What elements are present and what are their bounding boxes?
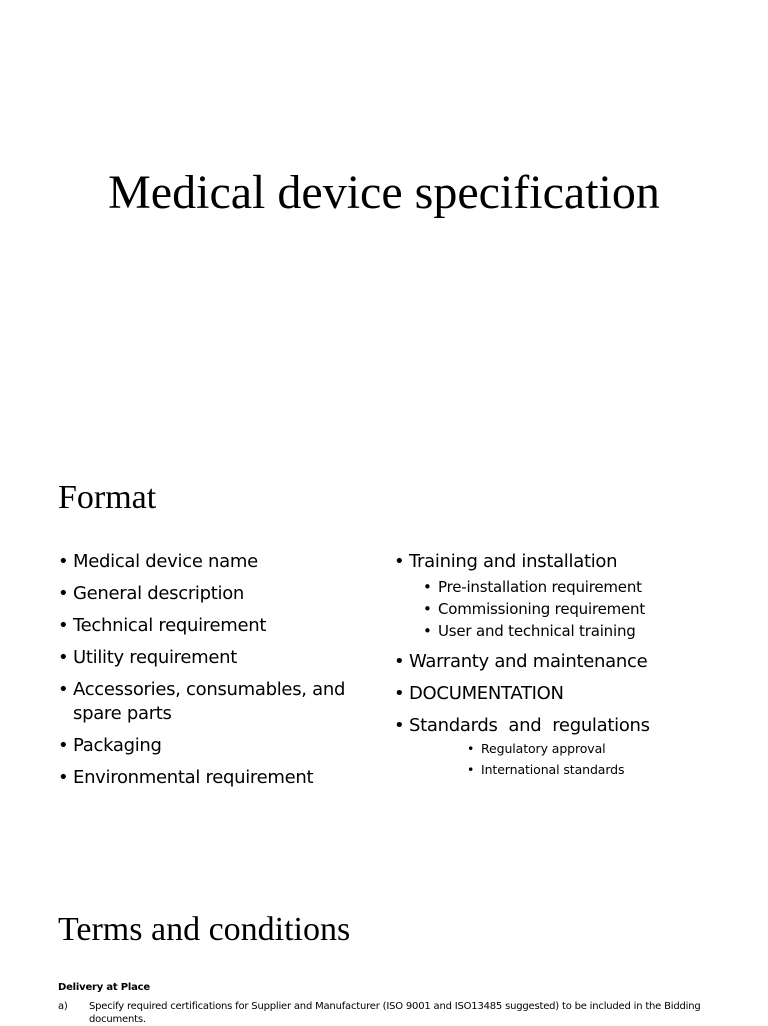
delivery-item-a	[58, 1000, 708, 1026]
standards-sublist	[409, 738, 744, 780]
sub-list-item: • International standards	[467, 759, 744, 780]
list-item: • Medical device name	[58, 550, 363, 574]
list-item: • Accessories, consumables, and spare parts	[58, 678, 363, 726]
sub-list-item: • Pre-installation requirement	[423, 576, 744, 598]
list-item-training	[394, 550, 744, 642]
list-item-standards	[394, 714, 744, 780]
list-item: • Environmental requirement	[58, 766, 363, 790]
slide-title: Medical device specification	[108, 166, 660, 219]
sub-list-item: • Regulatory approval	[467, 738, 744, 759]
terms-heading: Terms and conditions	[58, 911, 351, 948]
list-item: • Warranty and maintenance	[394, 650, 744, 674]
list-item: • Utility requirement	[58, 646, 363, 670]
list-item-label: Standards and regulations	[409, 715, 650, 736]
list-item-label: Training and installation	[409, 551, 618, 572]
list-item: • General description	[58, 582, 363, 606]
list-item: • Technical requirement	[58, 614, 363, 638]
format-heading: Format	[58, 479, 157, 516]
training-sublist	[409, 576, 744, 642]
list-item: • DOCUMENTATION	[394, 682, 744, 706]
list-item: • Packaging	[58, 734, 363, 758]
item-text: Specify required certifications for Supplier and Manufacturer (ISO 9001 and ISO13485 suggested) to be included in the Bidding documents.	[89, 1001, 701, 1025]
item-marker: a)	[58, 1001, 68, 1012]
format-right-list	[394, 550, 744, 788]
sub-list-item: • User and technical training	[423, 620, 744, 642]
format-left-list	[58, 550, 363, 798]
sub-list-item: • Commissioning requirement	[423, 598, 744, 620]
delivery-heading: Delivery at Place	[58, 982, 150, 993]
